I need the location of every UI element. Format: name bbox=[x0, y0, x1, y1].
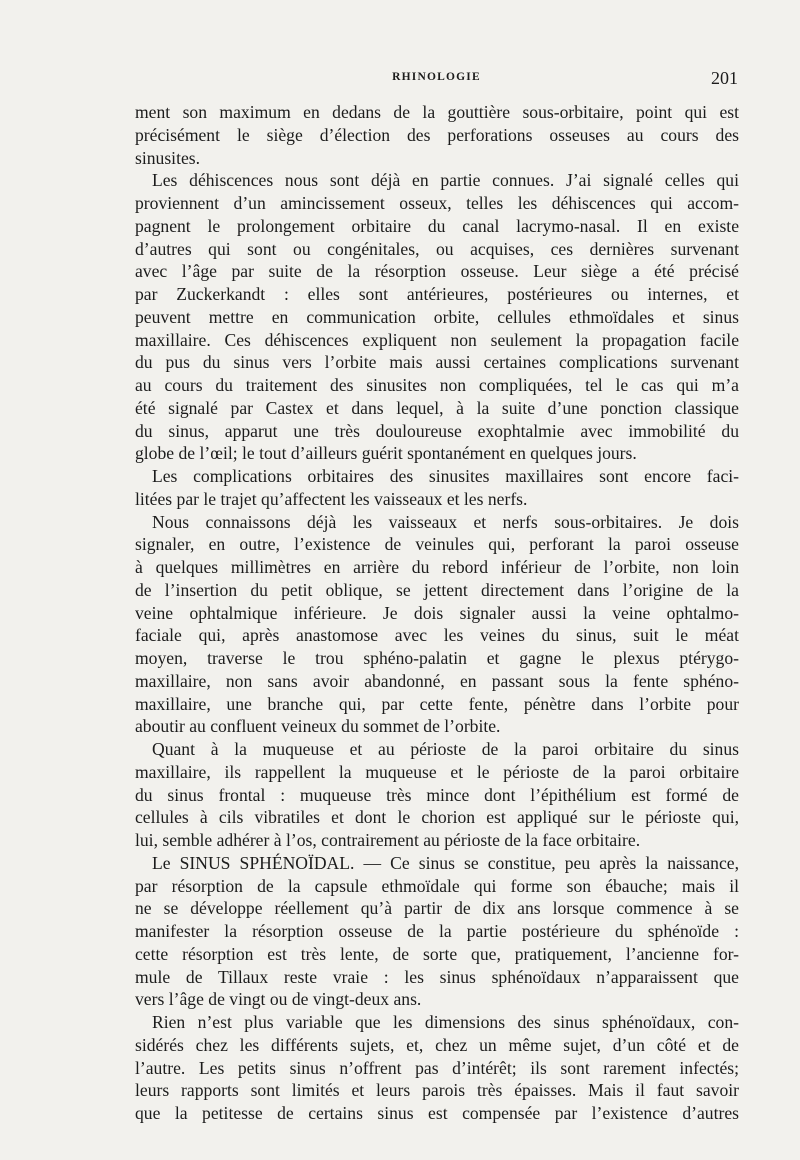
text-line: lui, semble adhérer à l’os, contrairement au périoste de la face orbitaire. bbox=[135, 830, 641, 850]
text-line: sinusites. bbox=[135, 147, 201, 168]
running-head bbox=[135, 68, 738, 91]
text-line: que la petitesse de certains sinus est compensée par l’existence d’autres bbox=[135, 1103, 739, 1123]
text-line: pagnent le prolongement orbitaire du canal lacrymo-nasal. Il en existe bbox=[135, 215, 739, 236]
text-line: été signalé par Castex et dans lequel, à la suite d’une ponction classique bbox=[135, 397, 739, 418]
text-line: sidérés chez les différents sujets, et, chez un même sujet, d’un côté et de bbox=[135, 1034, 739, 1055]
text-line: de l’insertion du petit oblique, se jettent directement dans l’origine de la bbox=[135, 579, 739, 600]
running-title: RHINOLOGIE bbox=[392, 71, 481, 83]
text-line: faciale qui, après anastomose avec les veines du sinus, suit le méat bbox=[135, 625, 739, 646]
text-line: du sinus frontal : muqueuse très mince dont l’épithélium est formé de bbox=[135, 784, 739, 805]
text-line: veine ophtalmique inférieure. Je dois signaler aussi la veine ophtalmo- bbox=[135, 602, 739, 623]
text-line: litées par le trajet qu’affectent les vaisseaux et les nerfs. bbox=[135, 488, 528, 509]
text-line: cellules à cils vibratiles et dont le chorion est appliqué sur le périoste qui, bbox=[135, 807, 739, 828]
text-line: d’autres qui sont ou congénitales, ou acquises, ces dernières survenant bbox=[135, 238, 739, 259]
text-line: maxillaire. Ces déhiscences expliquent non seulement la propagation facile bbox=[135, 329, 739, 350]
text-line: leurs rapports sont limités et leurs parois très épaisses. Mais il faut savoir bbox=[135, 1080, 739, 1101]
text-line: Le SINUS SPHÉNOÏDAL. — Ce sinus se constitue, peu après la naissance, bbox=[152, 852, 739, 873]
text-line: du pus du sinus vers l’orbite mais aussi certaines complications survenant bbox=[135, 352, 739, 373]
text-line: Nous connaissons déjà les vaisseaux et nerfs sous-orbitaires. Je dois bbox=[152, 511, 739, 532]
text-line: vers l’âge de vingt ou de vingt-deux ans. bbox=[135, 989, 422, 1010]
text-line: précisément le siège d’élection des perforations osseuses au cours des bbox=[135, 124, 739, 145]
text-line: ment son maximum en dedans de la gouttière sous-orbitaire, point qui est bbox=[135, 102, 739, 122]
text-line: du sinus, apparut une très douloureuse exophtalmie avec immobilité du bbox=[135, 420, 739, 441]
text-line: proviennent d’un amincissement osseux, telles les déhiscences qui accom- bbox=[135, 193, 739, 213]
text-line: moyen, traverse le trou sphéno-palatin et gagne le plexus ptérygo- bbox=[135, 648, 739, 668]
text-line: avec l’âge par suite de la résorption osseuse. Leur siège a été précisé bbox=[135, 261, 739, 282]
text-line: cette résorption est très lente, de sorte que, pratiquement, l’ancienne for- bbox=[135, 943, 739, 964]
text-line: maxillaire, une branche qui, par cette fente, pénètre dans l’orbite pour bbox=[135, 693, 739, 714]
text-line: ne se développe réellement qu’à partir de dix ans lorsque commence à se bbox=[135, 898, 739, 919]
text-line: l’autre. Les petits sinus n’offrent pas d’intérêt; ils sont rarement infectés; bbox=[135, 1057, 739, 1078]
text-line: signaler, en outre, l’existence de veinules qui, perforant la paroi osseuse bbox=[135, 534, 739, 555]
text-line: par résorption de la capsule ethmoïdale qui forme son ébauche; mais il bbox=[135, 875, 739, 896]
body-text bbox=[135, 101, 739, 1125]
text-line: globe de l’œil; le tout d’ailleurs guérit spontanément en quelques jours. bbox=[135, 443, 637, 464]
text-line: au cours du traitement des sinusites non compliquées, tel le cas qui m’a bbox=[135, 375, 739, 395]
text-line: maxillaire, ils rappellent la muqueuse et le périoste de la paroi orbitaire bbox=[135, 761, 739, 782]
text-line: Quant à la muqueuse et au périoste de la paroi orbitaire du sinus bbox=[152, 739, 739, 759]
text-line: Les déhiscences nous sont déjà en partie connues. J’ai signalé celles qui bbox=[152, 170, 739, 191]
text-line: par Zuckerkandt : elles sont antérieures, postérieures ou internes, et bbox=[135, 284, 739, 304]
text-line: Les complications orbitaires des sinusites maxillaires sont encore faci- bbox=[152, 466, 739, 486]
text-line: maxillaire, non sans avoir abandonné, en passant sous la fente sphéno- bbox=[135, 670, 739, 691]
text-line: à quelques millimètres en arrière du rebord inférieur de l’orbite, non loin bbox=[135, 557, 739, 577]
text-line: peuvent mettre en communication orbite, cellules ethmoïdales et sinus bbox=[135, 306, 739, 327]
text-line: manifester la résorption osseuse de la partie postérieure du sphénoïde : bbox=[135, 921, 739, 941]
page-number: 201 bbox=[711, 68, 738, 88]
text-line: mule de Tillaux reste vraie : les sinus sphénoïdaux n’apparaissent que bbox=[135, 966, 739, 987]
text-line: Rien n’est plus variable que les dimensions des sinus sphénoïdaux, con- bbox=[152, 1012, 739, 1032]
text-line: aboutir au confluent veineux du sommet de l’orbite. bbox=[135, 716, 501, 737]
